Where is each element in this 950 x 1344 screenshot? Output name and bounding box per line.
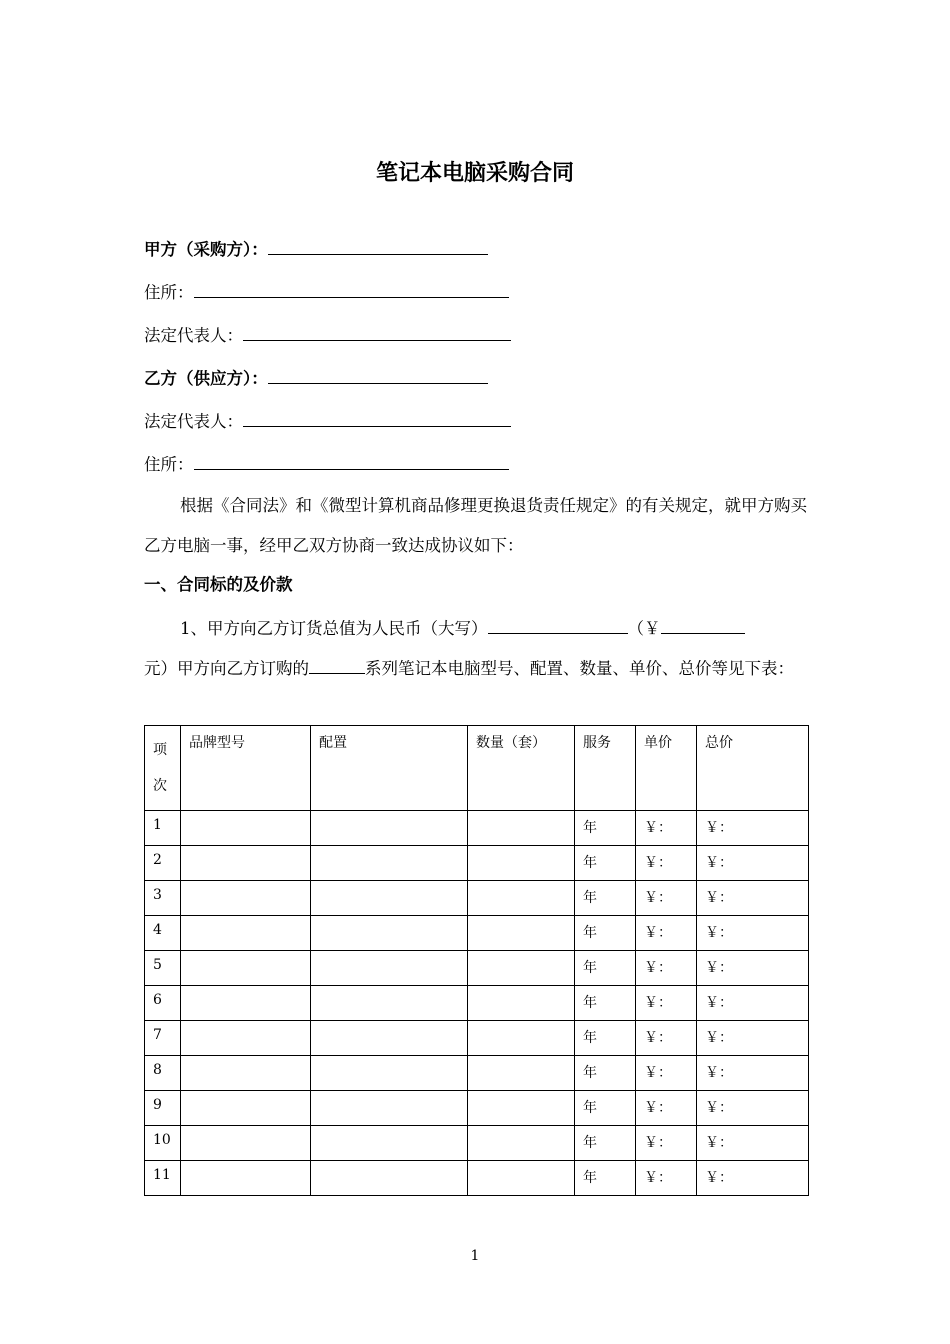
table-row [145, 986, 809, 1021]
row-total-price-cell[interactable]: ￥： [697, 986, 809, 1021]
row-brand-cell[interactable] [181, 986, 311, 1021]
order-table [144, 725, 809, 1196]
row-service-cell[interactable]: 年 [575, 1091, 636, 1126]
row-service-cell[interactable]: 年 [575, 881, 636, 916]
row-total-price-cell[interactable]: ￥： [697, 1056, 809, 1091]
row-config-cell[interactable] [311, 951, 468, 986]
row-config-cell[interactable] [311, 916, 468, 951]
row-quantity-cell[interactable] [468, 1126, 575, 1161]
table-row [145, 881, 809, 916]
row-config-cell[interactable] [311, 1021, 468, 1056]
party-a-rep-blank[interactable] [243, 322, 511, 341]
page-number: 1 [470, 1248, 480, 1264]
row-service-cell[interactable]: 年 [575, 986, 636, 1021]
row-service-cell[interactable]: 年 [575, 1021, 636, 1056]
row-unit-price-cell[interactable]: ￥： [636, 916, 697, 951]
clause-1-text-c: 元）甲方向乙方订购的 [144, 659, 309, 678]
table-row [145, 951, 809, 986]
row-config-cell[interactable] [311, 881, 468, 916]
header-total-price: 总价 [697, 726, 809, 811]
row-config-cell[interactable] [311, 811, 468, 846]
row-config-cell[interactable] [311, 1091, 468, 1126]
clause-1-text-b: （￥ [627, 619, 661, 638]
party-b-address-field [144, 451, 509, 477]
header-quantity: 数量（套） [468, 726, 575, 811]
row-config-cell[interactable] [311, 1126, 468, 1161]
row-brand-cell[interactable] [181, 1056, 311, 1091]
party-b-address-blank[interactable] [194, 451, 509, 470]
row-total-price-cell[interactable]: ￥： [697, 1091, 809, 1126]
section-1-heading: 一、合同标的及价款 [144, 575, 293, 594]
intro-text: 根据《合同法》和《微型计算机商品修理更换退货责任规定》的有关规定，就甲方购买乙方电脑一事，经甲乙双方协商一致达成协议如下： [144, 496, 807, 555]
row-total-price-cell[interactable]: ￥： [697, 951, 809, 986]
party-b-label: 乙方（供应方）： [144, 369, 268, 388]
row-brand-cell[interactable] [181, 1161, 311, 1196]
row-item-no: 7 [145, 1021, 181, 1056]
party-a-address-label: 住所： [144, 283, 194, 302]
party-b-rep-field [144, 408, 511, 434]
clause-1-paragraph [144, 609, 809, 689]
row-quantity-cell[interactable] [468, 846, 575, 881]
party-b-rep-label: 法定代表人： [144, 412, 243, 431]
row-unit-price-cell[interactable]: ￥： [636, 1021, 697, 1056]
row-total-price-cell[interactable]: ￥： [697, 1021, 809, 1056]
party-a-blank[interactable] [268, 236, 488, 255]
header-service: 服务 [575, 726, 636, 811]
clause-1-text-d: 系列笔记本电脑型号、配置、数量、单价、总价等见下表： [365, 659, 794, 678]
row-quantity-cell[interactable] [468, 1161, 575, 1196]
party-a-label: 甲方（采购方）： [144, 240, 268, 259]
row-quantity-cell[interactable] [468, 1056, 575, 1091]
row-brand-cell[interactable] [181, 846, 311, 881]
row-unit-price-cell[interactable]: ￥： [636, 846, 697, 881]
row-item-no: 10 [145, 1126, 181, 1161]
row-item-no: 11 [145, 1161, 181, 1196]
row-service-cell[interactable]: 年 [575, 1161, 636, 1196]
row-item-no: 9 [145, 1091, 181, 1126]
row-unit-price-cell[interactable]: ￥： [636, 1161, 697, 1196]
table-row [145, 1021, 809, 1056]
table-row [145, 1056, 809, 1091]
header-brand: 品牌型号 [181, 726, 311, 811]
row-config-cell[interactable] [311, 1161, 468, 1196]
party-a-field [144, 236, 488, 262]
row-config-cell[interactable] [311, 986, 468, 1021]
row-brand-cell[interactable] [181, 811, 311, 846]
row-item-no: 5 [145, 951, 181, 986]
row-service-cell[interactable]: 年 [575, 1056, 636, 1091]
series-blank[interactable] [309, 655, 365, 674]
party-b-address-label: 住所： [144, 455, 194, 474]
table-row [145, 1091, 809, 1126]
row-service-cell[interactable]: 年 [575, 846, 636, 881]
row-unit-price-cell[interactable]: ￥： [636, 951, 697, 986]
row-quantity-cell[interactable] [468, 1021, 575, 1056]
row-unit-price-cell[interactable]: ￥： [636, 1126, 697, 1161]
clause-1-text-a: 1、甲方向乙方订货总值为人民币（大写） [180, 619, 488, 638]
header-config: 配置 [311, 726, 468, 811]
row-quantity-cell[interactable] [468, 881, 575, 916]
party-b-field [144, 365, 488, 391]
row-item-no: 8 [145, 1056, 181, 1091]
row-item-no: 2 [145, 846, 181, 881]
row-service-cell[interactable]: 年 [575, 1126, 636, 1161]
row-total-price-cell[interactable]: ￥： [697, 916, 809, 951]
row-item-no: 1 [145, 811, 181, 846]
row-unit-price-cell[interactable]: ￥： [636, 986, 697, 1021]
row-quantity-cell[interactable] [468, 1091, 575, 1126]
row-brand-cell[interactable] [181, 1091, 311, 1126]
party-a-address-blank[interactable] [194, 279, 509, 298]
row-total-price-cell[interactable]: ￥： [697, 1126, 809, 1161]
party-b-blank[interactable] [268, 365, 488, 384]
row-config-cell[interactable] [311, 1056, 468, 1091]
table-row [145, 811, 809, 846]
row-service-cell[interactable]: 年 [575, 916, 636, 951]
table-row [145, 916, 809, 951]
row-unit-price-cell[interactable]: ￥： [636, 1056, 697, 1091]
table-header-row [145, 726, 809, 811]
row-total-price-cell[interactable]: ￥： [697, 846, 809, 881]
document-title: 笔记本电脑采购合同 [375, 161, 574, 186]
row-quantity-cell[interactable] [468, 916, 575, 951]
row-quantity-cell[interactable] [468, 951, 575, 986]
row-brand-cell[interactable] [181, 951, 311, 986]
row-brand-cell[interactable] [181, 1126, 311, 1161]
row-config-cell[interactable] [311, 846, 468, 881]
table-row [145, 1161, 809, 1196]
row-item-no: 4 [145, 916, 181, 951]
header-unit-price: 单价 [636, 726, 697, 811]
intro-paragraph [144, 486, 809, 566]
row-unit-price-cell[interactable]: ￥： [636, 881, 697, 916]
row-service-cell[interactable]: 年 [575, 811, 636, 846]
total-amount-number-blank[interactable] [661, 615, 745, 634]
table-row [145, 1126, 809, 1161]
row-brand-cell[interactable] [181, 916, 311, 951]
party-a-rep-label: 法定代表人： [144, 326, 243, 345]
row-quantity-cell[interactable] [468, 986, 575, 1021]
party-a-rep-field [144, 322, 511, 348]
row-item-no: 6 [145, 986, 181, 1021]
row-unit-price-cell[interactable]: ￥： [636, 1091, 697, 1126]
total-amount-words-blank[interactable] [488, 615, 628, 634]
row-total-price-cell[interactable]: ￥： [697, 811, 809, 846]
header-item-no: 项 次 [145, 726, 181, 811]
row-service-cell[interactable]: 年 [575, 951, 636, 986]
party-a-address-field [144, 279, 509, 305]
row-total-price-cell[interactable]: ￥： [697, 1161, 809, 1196]
row-item-no: 3 [145, 881, 181, 916]
table-row [145, 846, 809, 881]
row-total-price-cell[interactable]: ￥： [697, 881, 809, 916]
row-brand-cell[interactable] [181, 881, 311, 916]
row-brand-cell[interactable] [181, 1021, 311, 1056]
row-unit-price-cell[interactable]: ￥： [636, 811, 697, 846]
party-b-rep-blank[interactable] [243, 408, 511, 427]
row-quantity-cell[interactable] [468, 811, 575, 846]
